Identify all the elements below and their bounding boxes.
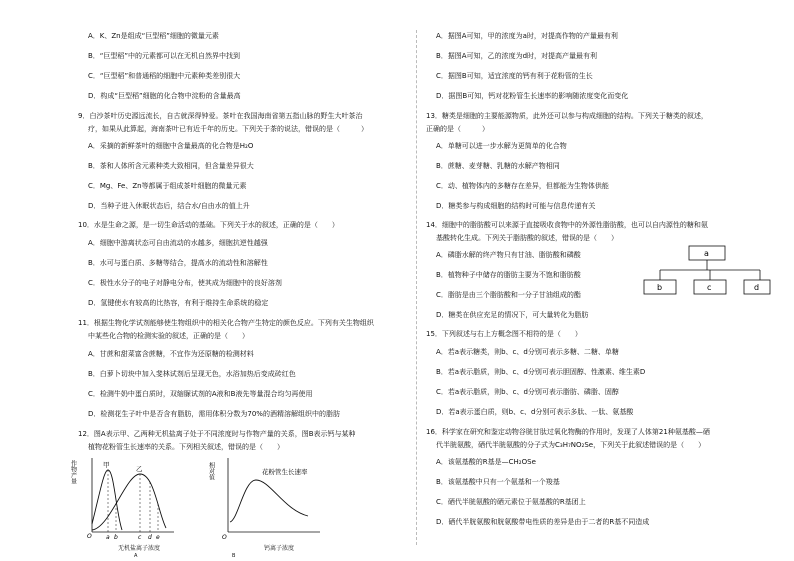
q15-option-b: B．若a表示脂质，则b、c、d分别可表示胆固醇、性激素、维生素D	[436, 368, 646, 376]
q16-option-a: A．该氨基酸的R基是—CH₂OSe	[436, 458, 536, 466]
q8-option-d: D．构成“巨型稻”细胞的化合物中淀粉的含量最高	[88, 92, 241, 100]
q11-stem-cont: 中某些化合物的检测实验的叙述，正确的是（ ）	[88, 332, 249, 340]
figure-b-curve-label: 花粉管生长速率	[262, 468, 308, 476]
figure-a-caption: A	[134, 553, 138, 559]
q11-option-a: A．甘蔗和甜菜富含蔗糖，不宜作为还原糖的检测材料	[88, 350, 254, 358]
q10-option-c: C．极性水分子的电子对静电分布，使其成为细胞中的良好溶剂	[88, 279, 282, 287]
q12-option-d: D．据图B可知，钙对花粉管生长速率的影响随浓度变化而变化	[436, 92, 629, 100]
q8-option-b: B．“巨型稻”中的元素都可以在无机自然界中找到	[88, 52, 241, 60]
q15-option-a: A．若a表示糖类，则b、c、d分别可表示多糖、二糖、单糖	[436, 348, 619, 356]
column-divider	[416, 30, 417, 545]
q13-stem: 13．糖类是细胞的主要能源物质，此外还可以参与构成细胞的结构。下列关于糖类的叙述，	[426, 112, 708, 120]
q10-option-a: A．细胞中游离状态可自由流动的水越多，细胞抗逆性越强	[88, 239, 268, 247]
figure-b	[208, 452, 328, 544]
figure-a-curve-yi	[92, 474, 166, 530]
q15-option-c: C．若a表示脂质，则b、c、d分别可表示脂肪、磷脂、固醇	[436, 388, 619, 396]
figure-a-tick-e: e	[156, 534, 160, 541]
q9-option-b: B．茶和人体所含元素种类大致相同，但含量差异很大	[88, 162, 254, 170]
q16-stem: 16．科学家在研究和鉴定动物谷胱甘肽过氧化物酶的作用时，发现了人体第21种氨基酸—硒	[426, 428, 710, 436]
figure-b-origin: O	[222, 534, 227, 541]
q15-option-d: D．若a表示蛋白质，则b、c、d分别可表示多肽、一肽、氨基酸	[436, 408, 634, 416]
q12-option-c: C．据图B可知，适宜浓度的钙有利于花粉管的生长	[436, 72, 593, 80]
figure-a-label-jia: 甲	[103, 461, 110, 469]
q13-option-c: C．动、植物体内的多糖存在差异，但都能为生物体供能	[436, 182, 609, 190]
concept-node-b-label: b	[657, 283, 663, 292]
figure-a-ylabel: 作物产量	[70, 460, 77, 484]
q13-option-a: A．单糖可以进一步水解为更简单的化合物	[436, 142, 567, 150]
q9-stem-cont: 疗，如果从此算起，海南茶叶已有近千年的历史。下列关于茶的说法，错误的是（ ）	[88, 125, 368, 133]
q11-stem: 11．根据生物化学试剂能够使生物组织中的相关化合物产生特定的颜色反应。下列有关生物组织	[78, 319, 374, 327]
q9-option-a: A．采摘的新鲜茶叶的细胞中含量最高的化合物是H₂O	[88, 142, 254, 150]
q14-option-b: B．植物种子中储存的脂肪主要为不饱和脂肪酸	[436, 271, 581, 279]
figure-b-xlabel: 钙离子浓度	[264, 545, 295, 552]
figure-a-curve-jia	[92, 470, 122, 530]
q11-option-c: C．检测牛奶中蛋白质时，双缩脲试剂的A液和B液先等量混合均匀再使用	[88, 390, 313, 398]
figure-a-xlabel: 无机盐离子浓度	[118, 545, 161, 552]
q8-option-c: C．“巨型稻”和普通稻的细胞中元素种类差别很大	[88, 72, 241, 80]
q14-stem-cont: 基酸转化生成。下列关于脂肪酸的叙述，错误的是（ ）	[436, 234, 618, 242]
q12-stem: 12．图A表示甲、乙两种无机盐离子处于不同浓度时与作物产量的关系，图B表示钙与某种	[78, 430, 356, 438]
q14-option-a: A．磷脂水解的终产物只有甘油、脂肪酸和磷酸	[436, 251, 581, 259]
q16-option-b: B．该氨基酸中只有一个氨基和一个羧基	[436, 478, 560, 486]
q9-stem: 9．白沙茶叶历史源远流长，自古就深得钟爱。茶叶在我国海南省第五指山脉的野生大叶茶治	[78, 112, 363, 120]
figure-a-tick-a: a	[106, 534, 110, 541]
concept-node-a-label: a	[704, 249, 709, 258]
q12-option-a: A．据图A可知，甲的浓度为a时，对提高作物的产量最有利	[436, 32, 618, 40]
q11-option-b: B．白萝卜切块中加入斐林试剂后呈现无色，水浴加热后变成砖红色	[88, 370, 296, 378]
concept-node-d-label: d	[754, 283, 760, 292]
q16-option-c: C．硒代半胱氨酸的硒元素位于氨基酸的R基团上	[436, 498, 586, 506]
figure-b-ylabel: 相对值	[208, 462, 215, 480]
figure-a-tick-b: b	[114, 534, 118, 541]
q10-option-d: D．氢键使水有较高的比热容，有利于维持生命系统的稳定	[88, 299, 269, 307]
q16-stem-cont: 代半胱氨酸，硒代半胱氨酸的分子式为C₃H₇NO₂Se，下列关于此叙述错误的是（ ）	[436, 441, 706, 449]
figure-a-tick-d: d	[148, 534, 152, 541]
q14-option-d: D．糖类在供应充足的情况下，可大量转化为脂肪	[436, 311, 589, 319]
figure-a-origin: O	[87, 533, 92, 540]
figure-a	[70, 452, 180, 544]
q14-option-c: C．脂肪是由三个脂肪酸和一分子甘油组成的酯	[436, 291, 581, 299]
q12-stem-cont: 植物花粉管生长速率的关系。下列相关叙述，错误的是（ ）	[88, 443, 284, 451]
concept-diagram	[642, 242, 772, 307]
q14-stem: 14．细胞中的脂肪酸可以来源于直接吸收食物中的外源性脂肪酸，也可以自内源性的糖和氨	[426, 221, 708, 229]
figure-b-curve	[230, 480, 308, 522]
figure-a-tick-c: c	[138, 534, 142, 541]
q16-option-d: D．硒代半胱氨酸和胱氨酸带电性质的差异是由于二者的R基不同造成	[436, 518, 650, 526]
figure-a-label-yi: 乙	[136, 465, 143, 473]
q12-option-b: B．据图A可知，乙的浓度为d时，对提高产量最有利	[436, 52, 598, 60]
figure-b-caption: B	[232, 553, 236, 559]
q13-option-b: B．蔗糖、麦芽糖、乳糖的水解产物相同	[436, 162, 560, 170]
q9-option-c: C．Mg、Fe、Zn等都属于组成茶叶细胞的微量元素	[88, 182, 247, 190]
q9-option-d: D．当种子进入休眠状态后，结合水/自由水的值上升	[88, 202, 250, 210]
q11-option-d: D．检测花生子叶中是否含有脂肪，需用体积分数为70%的酒精溶解组织中的脂肪	[88, 410, 340, 418]
concept-node-c-label: c	[707, 283, 712, 292]
q13-stem-cont: 正确的是（ ）	[426, 125, 489, 133]
q8-option-a: A．K、Zn是组成“巨型稻”细胞的微量元素	[88, 32, 219, 40]
q10-option-b: B．水可与蛋白质、多糖等结合，提高水的流动性和溶解性	[88, 259, 268, 267]
q10-stem: 10．水是生命之源，是一切生命活动的基础。下列关于水的叙述，正确的是（ ）	[78, 221, 339, 229]
q15-stem: 15．下列叙述与右上方概念图不相符的是（ ）	[426, 330, 582, 338]
q13-option-d: D．糖类参与构成细胞的结构时可能与信息传递有关	[436, 202, 596, 210]
